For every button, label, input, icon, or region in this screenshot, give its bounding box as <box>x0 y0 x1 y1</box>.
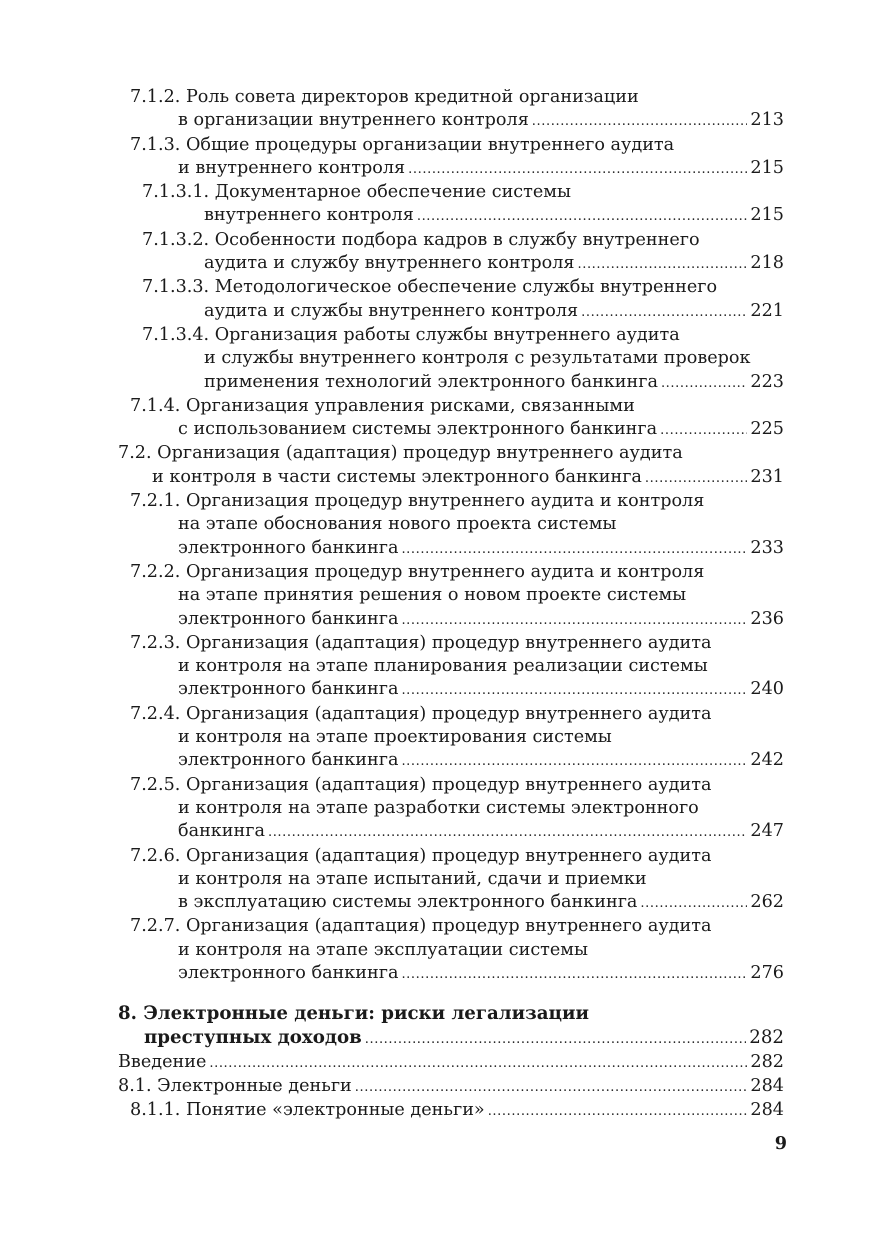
toc-page: 276 <box>750 962 784 983</box>
toc-page: 282 <box>750 1051 784 1072</box>
toc-page: 215 <box>750 157 784 178</box>
toc-number: 7.1.3.1. <box>142 182 210 203</box>
toc-number: 7.2.7. <box>130 916 181 937</box>
dot-leader <box>581 300 747 324</box>
dot-leader <box>488 1099 748 1123</box>
toc-page: 225 <box>750 419 784 440</box>
toc-title: Организация процедур внутреннего аудита и контроля <box>185 561 705 582</box>
toc-entry[interactable] <box>118 774 784 845</box>
dot-leader <box>401 749 747 773</box>
dot-leader <box>577 252 747 276</box>
toc-number: 7.2.1. <box>130 491 181 512</box>
dot-leader <box>401 608 747 632</box>
toc-title-line: электронного банкинга <box>178 537 399 558</box>
toc-page: 284 <box>750 1100 784 1121</box>
toc-title: Организация управления рисками, связанными <box>185 395 635 416</box>
toc-page: 242 <box>750 750 784 771</box>
toc-title-line: применения технологий электронного банкинга <box>204 371 658 392</box>
toc-title-line: электронного банкинга <box>178 679 399 700</box>
toc-number: 7.2. <box>118 443 152 464</box>
toc-number: 8.1.1. <box>130 1100 181 1121</box>
toc-title: Электронные деньги: риски легализации <box>143 1003 589 1025</box>
toc-title-line: и контроля на этапе испытаний, сдачи и приемки <box>178 868 647 889</box>
toc-entry[interactable] <box>118 276 784 324</box>
toc-page: 247 <box>750 821 784 842</box>
toc-entry[interactable] <box>118 181 784 229</box>
toc-entry[interactable] <box>118 395 784 443</box>
toc-title: Организация (адаптация) процедур внутреннего аудита <box>185 916 712 937</box>
dot-leader <box>408 157 747 181</box>
toc-entry[interactable] <box>118 1075 784 1099</box>
toc-entry[interactable] <box>118 632 784 703</box>
toc-number: 7.1.3.3. <box>142 277 210 298</box>
page-number: 9 <box>774 1133 787 1154</box>
toc-title-line: в организации внутреннего контроля <box>178 110 529 131</box>
toc-number: 7.1.2. <box>130 87 181 107</box>
toc-title: Методологическое обеспечение службы внутреннего <box>214 277 718 298</box>
toc-number: 7.1.3.2. <box>142 229 210 250</box>
toc-title: Документарное обеспечение системы <box>214 182 571 203</box>
toc-title: Организация (адаптация) процедур внутреннего аудита <box>185 703 712 724</box>
toc-title: Понятие «электронные деньги» <box>185 1100 485 1121</box>
toc-number: 8.1. <box>118 1076 152 1097</box>
table-of-contents <box>118 86 784 1124</box>
toc-title: Организация процедур внутреннего аудита и контроля <box>185 491 705 512</box>
toc-entry[interactable] <box>118 845 784 916</box>
toc-chapter[interactable] <box>118 1002 784 1051</box>
toc-title: Общие процедуры организации внутреннего аудита <box>185 134 675 155</box>
toc-title-line: и контроля на этапе планирования реализации системы <box>178 656 708 677</box>
toc-number: 7.2.4. <box>130 703 181 724</box>
toc-number: 7.1.3.4. <box>142 324 210 345</box>
toc-title: Организация работы службы внутреннего аудита <box>214 324 680 345</box>
toc-title: Особенности подбора кадров в службу внутреннего <box>214 229 700 250</box>
toc-title-line: в эксплуатацию системы электронного банкинга <box>178 892 638 913</box>
dot-leader <box>365 1026 747 1051</box>
toc-page: 284 <box>750 1076 784 1097</box>
toc-page: 221 <box>750 300 784 321</box>
toc-title-line: электронного банкинга <box>178 962 399 983</box>
toc-number: 7.1.3. <box>130 134 181 155</box>
toc-entry[interactable] <box>118 442 784 490</box>
toc-entry[interactable] <box>118 134 784 182</box>
toc-number: 7.1.4. <box>130 395 181 416</box>
toc-title-line: внутреннего контроля <box>204 205 414 226</box>
dot-leader <box>401 678 747 702</box>
toc-entry[interactable] <box>118 229 784 277</box>
dot-leader <box>661 371 747 395</box>
dot-leader <box>660 418 747 442</box>
dot-leader <box>645 466 747 490</box>
toc-title-line: и контроля на этапе эксплуатации системы <box>178 939 588 960</box>
toc-page: 218 <box>750 253 784 274</box>
toc-title-line: электронного банкинга <box>178 750 399 771</box>
toc-page: 223 <box>750 371 784 392</box>
toc-number: 7.2.3. <box>130 632 181 653</box>
toc-title-line: с использованием системы электронного банкинга <box>178 419 658 440</box>
toc-title-line: электронного банкинга <box>178 608 399 629</box>
toc-title-line: и контроля на этапе разработки системы электронного <box>178 797 699 818</box>
toc-title: Организация (адаптация) процедур внутреннего аудита <box>185 632 712 653</box>
toc-number: 8. <box>118 1003 137 1025</box>
toc-page: 282 <box>749 1026 784 1048</box>
dot-leader <box>401 537 747 561</box>
toc-entry[interactable] <box>118 86 784 134</box>
dot-leader <box>401 962 747 986</box>
dot-leader <box>355 1075 748 1099</box>
toc-entry[interactable] <box>118 324 784 395</box>
toc-title-line: аудита и службу внутреннего контроля <box>204 253 575 274</box>
toc-title-line: на этапе обоснования нового проекта системы <box>178 514 617 535</box>
dot-leader <box>268 820 747 844</box>
toc-title-line: на этапе принятия решения о новом проекте системы <box>178 585 687 606</box>
toc-number: 7.2.6. <box>130 845 181 866</box>
toc-title-line: и службы внутреннего контроля с результатами проверок <box>204 348 751 369</box>
toc-title: Организация (адаптация) процедур внутреннего аудита <box>157 443 683 464</box>
toc-title-line: и контроля на этапе проектирования системы <box>178 727 612 748</box>
dot-leader <box>417 204 748 228</box>
toc-title: Введение <box>118 1051 207 1072</box>
toc-title: Организация (адаптация) процедур внутреннего аудита <box>185 774 712 795</box>
toc-page: 213 <box>750 110 784 131</box>
toc-title-line: преступных доходов <box>144 1026 362 1048</box>
dot-leader <box>640 891 747 915</box>
toc-title-line: аудита и службы внутреннего контроля <box>204 300 579 321</box>
toc-entry[interactable] <box>118 561 784 632</box>
toc-title: Роль совета директоров кредитной организации <box>185 87 639 107</box>
toc-entry[interactable] <box>118 1051 784 1075</box>
toc-title: Организация (адаптация) процедур внутреннего аудита <box>185 845 712 866</box>
toc-title-line: банкинга <box>178 821 265 842</box>
toc-title: Электронные деньги <box>157 1076 352 1097</box>
toc-number: 7.2.5. <box>130 774 181 795</box>
toc-title-line: и внутреннего контроля <box>178 157 406 178</box>
toc-entry[interactable] <box>118 490 784 561</box>
toc-page: 262 <box>750 892 784 913</box>
toc-entry[interactable] <box>118 915 784 986</box>
toc-entry[interactable] <box>118 1099 784 1123</box>
toc-page: 233 <box>750 537 784 558</box>
toc-page: 231 <box>750 466 784 487</box>
toc-page: 236 <box>750 608 784 629</box>
toc-page: 215 <box>750 205 784 226</box>
toc-page: 240 <box>750 679 784 700</box>
toc-entry[interactable] <box>118 703 784 774</box>
dot-leader <box>532 109 748 133</box>
toc-title-line: и контроля в части системы электронного банкинга <box>152 466 642 487</box>
toc-number: 7.2.2. <box>130 561 181 582</box>
dot-leader <box>209 1051 747 1075</box>
